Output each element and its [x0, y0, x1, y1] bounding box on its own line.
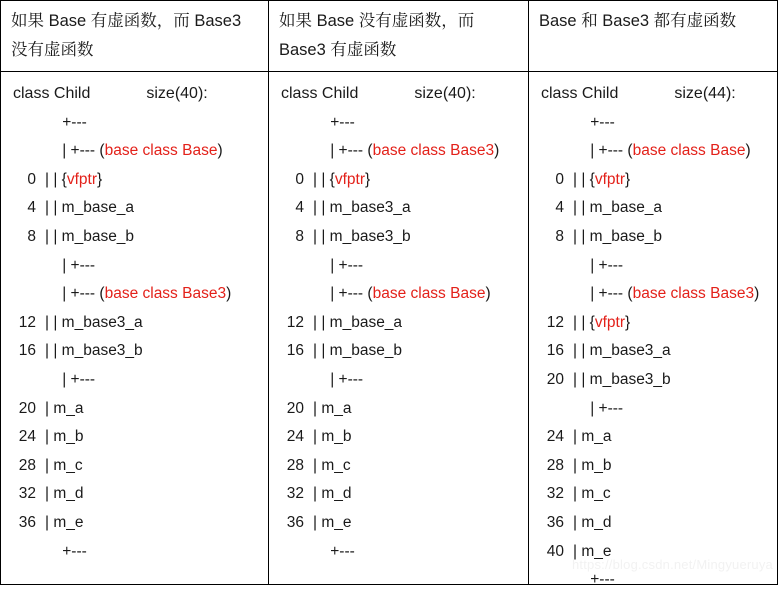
layout-line-text [573, 109, 777, 138]
byte-offset: 32 [546, 485, 564, 503]
layout-line [529, 480, 777, 509]
layout-line [1, 366, 268, 395]
layout-line-text [45, 252, 268, 281]
layout-line [1, 452, 268, 481]
layout-line [269, 337, 528, 366]
layout-line-text [45, 223, 268, 252]
column-body-3 [529, 72, 777, 589]
class-name-2: class Child [281, 85, 359, 102]
layout-line-text [313, 366, 528, 395]
layout-line [1, 538, 268, 567]
layout-line [529, 252, 777, 281]
layout-line [1, 137, 268, 166]
layout-line-text [573, 423, 777, 452]
byte-offset: 12 [546, 313, 564, 331]
layout-line-text [45, 366, 268, 395]
highlight-text: base class Base [632, 142, 746, 160]
plain-text: | | m_base3_b [313, 227, 411, 245]
byte-offset: 24 [546, 428, 564, 446]
layout-line-text [573, 309, 777, 338]
class-size-1: size(40): [146, 85, 208, 102]
plain-text: | +--- ( [45, 285, 105, 303]
layout-line-text [313, 309, 528, 338]
plain-text: ) [485, 285, 491, 303]
layout-line [269, 280, 528, 309]
layout-line [269, 137, 528, 166]
plain-text: | +--- [45, 256, 96, 274]
byte-offset: 8 [27, 227, 36, 245]
layout-line-text [573, 566, 777, 595]
column-header-3: Base 和 Base3 都有虚函数 [539, 12, 737, 30]
byte-offset: 20 [18, 399, 36, 417]
byte-offset: 0 [27, 170, 36, 188]
layout-line [269, 223, 528, 252]
plain-text: | m_d [573, 513, 612, 531]
byte-offset: 8 [295, 227, 304, 245]
layout-line-text [573, 538, 777, 567]
layout-line-text [573, 366, 777, 395]
byte-offset: 36 [286, 513, 304, 531]
byte-offset: 12 [286, 313, 304, 331]
plain-text: | +--- ( [45, 142, 105, 160]
layout-line-text [45, 109, 268, 138]
layout-line [1, 109, 268, 138]
layout-lines-1 [1, 109, 268, 567]
byte-offset: 0 [295, 170, 304, 188]
layout-line [529, 452, 777, 481]
byte-offset: 16 [286, 342, 304, 360]
layout-line-text [313, 423, 528, 452]
highlight-text: vfptr [334, 170, 365, 188]
column-header-2: 如果 Base 没有虚函数，而 Base3 有虚函数 [269, 1, 529, 71]
layout-line [529, 309, 777, 338]
layout-line [269, 309, 528, 338]
class-name-1: class Child [13, 85, 91, 102]
plain-text: | m_c [45, 456, 83, 474]
plain-text: +--- [313, 542, 355, 560]
layout-line-text [45, 309, 268, 338]
plain-text: ) [494, 142, 500, 160]
layout-line-text [45, 452, 268, 481]
layout-line [1, 395, 268, 424]
layout-line [1, 166, 268, 195]
layout-line-text [573, 252, 777, 281]
layout-line [529, 137, 777, 166]
plain-text: | m_d [313, 485, 352, 503]
plain-text: | | { [573, 170, 595, 188]
layout-lines-2 [269, 109, 528, 567]
layout-line [529, 337, 777, 366]
layout-line-text [573, 509, 777, 538]
plain-text: ) [226, 285, 232, 303]
layout-line-text [45, 395, 268, 424]
table-header-row [1, 1, 777, 72]
layout-line-text [313, 252, 528, 281]
plain-text: ) [754, 285, 760, 303]
byte-offset: 36 [18, 513, 36, 531]
byte-offset: 4 [295, 199, 304, 217]
highlight-text: base class Base3 [104, 285, 227, 303]
layout-line-text [573, 395, 777, 424]
layout-line [529, 109, 777, 138]
byte-offset: 28 [546, 456, 564, 474]
layout-line-text [313, 109, 528, 138]
layout-line [269, 166, 528, 195]
layout-line-text [313, 166, 528, 195]
class-size-2: size(40): [414, 85, 476, 102]
layout-line [529, 538, 777, 567]
layout-line-text [573, 166, 777, 195]
byte-offset: 36 [546, 513, 564, 531]
plain-text: | +--- ( [573, 285, 633, 303]
plain-text: | | { [573, 313, 595, 331]
layout-line [1, 223, 268, 252]
layout-line [1, 509, 268, 538]
layout-line [1, 337, 268, 366]
byte-offset: 0 [555, 170, 564, 188]
plain-text: | m_b [45, 428, 84, 446]
layout-line-text [573, 280, 777, 309]
byte-offset: 20 [546, 370, 564, 388]
plain-text: | +--- [45, 370, 96, 388]
layout-line [529, 423, 777, 452]
byte-offset: 16 [546, 342, 564, 360]
plain-text: | +--- ( [573, 142, 633, 160]
layout-line-text [313, 395, 528, 424]
class-title-2 [269, 80, 528, 109]
layout-line-text [313, 223, 528, 252]
plain-text: | | { [45, 170, 67, 188]
layout-line [529, 194, 777, 223]
plain-text: | +--- [573, 256, 624, 274]
plain-text: +--- [45, 113, 87, 131]
byte-offset: 24 [286, 428, 304, 446]
plain-text: ) [217, 142, 223, 160]
byte-offset: 24 [18, 428, 36, 446]
layout-line [529, 395, 777, 424]
layout-line-text [45, 166, 268, 195]
layout-line [269, 452, 528, 481]
column-header-1: 如果 Base 有虚函数，而 Base3 没有虚函数 [1, 1, 269, 71]
layout-line-text [313, 538, 528, 567]
layout-line [1, 423, 268, 452]
highlight-text: base class Base3 [372, 142, 495, 160]
layout-line [529, 366, 777, 395]
layout-line-text [313, 480, 528, 509]
layout-line-text [313, 509, 528, 538]
layout-line [1, 309, 268, 338]
plain-text: | | m_base_a [313, 313, 403, 331]
byte-offset: 32 [18, 485, 36, 503]
layout-line-text [573, 194, 777, 223]
column-body-2 [269, 72, 529, 584]
plain-text: | +--- [573, 399, 624, 417]
plain-text: } [625, 170, 631, 188]
highlight-text: vfptr [594, 170, 625, 188]
layout-line [269, 194, 528, 223]
layout-line [269, 538, 528, 567]
layout-line-text [573, 480, 777, 509]
byte-offset: 32 [286, 485, 304, 503]
plain-text: +--- [573, 571, 615, 589]
layout-line-text [313, 280, 528, 309]
plain-text: } [97, 170, 103, 188]
plain-text: | | m_base_a [45, 199, 135, 217]
layout-line-text [45, 137, 268, 166]
layout-line-text [313, 337, 528, 366]
plain-text: | m_e [45, 513, 84, 531]
plain-text: | m_d [45, 485, 84, 503]
plain-text: | m_c [573, 485, 611, 503]
byte-offset: 16 [18, 342, 36, 360]
layout-line-text [313, 137, 528, 166]
layout-line [269, 366, 528, 395]
layout-line-text [313, 194, 528, 223]
layout-line-text [573, 223, 777, 252]
class-title-3 [529, 80, 777, 109]
layout-line [529, 166, 777, 195]
byte-offset: 12 [18, 313, 36, 331]
layout-line [1, 480, 268, 509]
plain-text: | +--- ( [313, 142, 373, 160]
plain-text: +--- [313, 113, 355, 131]
byte-offset: 8 [555, 227, 564, 245]
byte-offset: 28 [286, 456, 304, 474]
layout-line [529, 223, 777, 252]
plain-text: | m_a [45, 399, 84, 417]
plain-text: | | { [313, 170, 335, 188]
layout-line-text [313, 452, 528, 481]
layout-line [269, 395, 528, 424]
plain-text: | m_e [573, 542, 612, 560]
plain-text: | | m_base3_a [313, 199, 411, 217]
layout-line [1, 280, 268, 309]
layout-line-text [45, 337, 268, 366]
watermark: https://blog.csdn.net/Mingyueruya [572, 557, 773, 572]
byte-offset: 40 [546, 542, 564, 560]
highlight-text: vfptr [594, 313, 625, 331]
plain-text: | m_a [313, 399, 352, 417]
byte-offset: 4 [555, 199, 564, 217]
table-body-row [1, 72, 777, 589]
layout-line [529, 566, 777, 595]
layout-line-text [45, 509, 268, 538]
highlight-text: vfptr [66, 170, 97, 188]
plain-text: | | m_base_b [313, 342, 403, 360]
plain-text: +--- [573, 113, 615, 131]
plain-text: } [365, 170, 371, 188]
plain-text: | | m_base3_b [573, 370, 671, 388]
plain-text: | +--- [313, 256, 364, 274]
layout-line-text [45, 280, 268, 309]
layout-line [529, 280, 777, 309]
plain-text: | m_a [573, 428, 612, 446]
byte-offset: 4 [27, 199, 36, 217]
plain-text: | m_b [313, 428, 352, 446]
plain-text: | | m_base3_a [573, 342, 671, 360]
layout-line [269, 109, 528, 138]
highlight-text: base class Base3 [632, 285, 755, 303]
layout-line-text [45, 423, 268, 452]
plain-text: ) [745, 142, 751, 160]
plain-text: | | m_base_a [573, 199, 663, 217]
plain-text: | | m_base3_a [45, 313, 143, 331]
layout-line [269, 423, 528, 452]
layout-line [1, 252, 268, 281]
plain-text: } [625, 313, 631, 331]
plain-text: | m_e [313, 513, 352, 531]
layout-line-text [45, 538, 268, 567]
layout-line-text [573, 337, 777, 366]
layout-line [529, 509, 777, 538]
plain-text: | m_b [573, 456, 612, 474]
byte-offset: 20 [286, 399, 304, 417]
class-title-1 [1, 80, 268, 109]
plain-text: | m_c [313, 456, 351, 474]
layout-line-text [45, 480, 268, 509]
highlight-text: base class Base [104, 142, 218, 160]
byte-offset: 28 [18, 456, 36, 474]
layout-line-text [45, 194, 268, 223]
plain-text: | +--- ( [313, 285, 373, 303]
layout-line-text [573, 452, 777, 481]
highlight-text: base class Base [372, 285, 486, 303]
class-name-3: class Child [541, 85, 619, 102]
layout-line [269, 509, 528, 538]
layout-line-text [573, 137, 777, 166]
column-body-1 [1, 72, 269, 584]
plain-text: | +--- [313, 370, 364, 388]
plain-text: | | m_base_b [45, 227, 135, 245]
layout-line [1, 194, 268, 223]
plain-text: | | m_base3_b [45, 342, 143, 360]
layout-line [269, 480, 528, 509]
plain-text: | | m_base_b [573, 227, 663, 245]
layout-line [269, 252, 528, 281]
plain-text: +--- [45, 542, 87, 560]
layout-lines-3 [529, 109, 777, 595]
class-size-3: size(44): [674, 85, 736, 102]
